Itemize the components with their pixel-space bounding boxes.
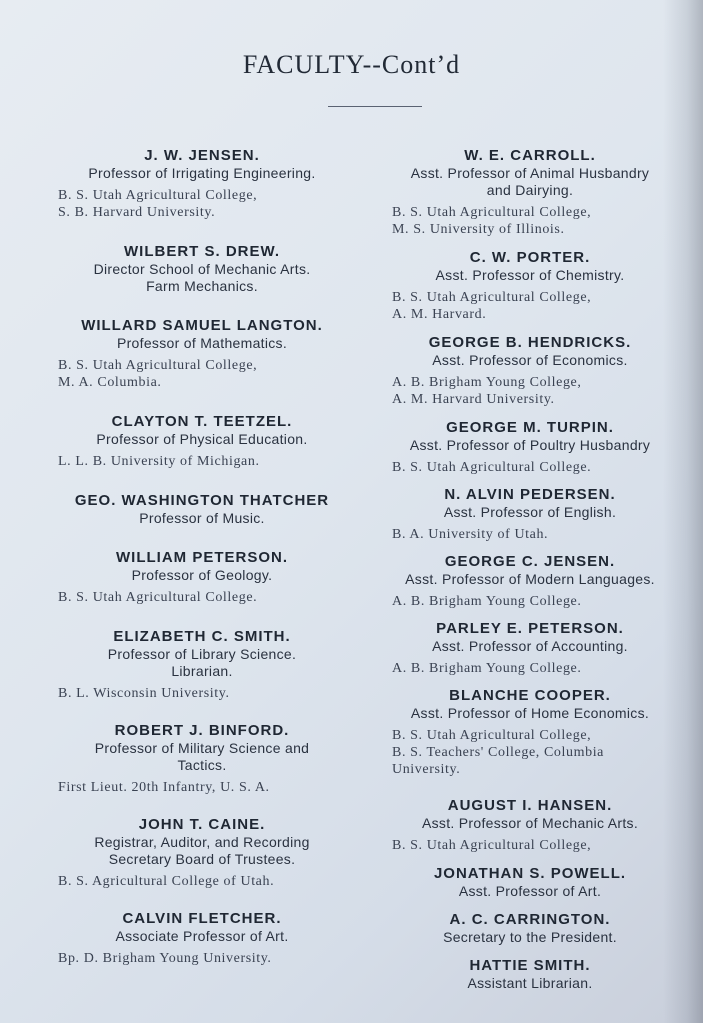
faculty-name: C. W. PORTER. — [469, 249, 591, 266]
faculty-title: Professor of Library Science. — [107, 646, 297, 662]
faculty-title: Professor of Geology. — [131, 567, 273, 583]
faculty-entry-parley-e-peterson — [380, 619, 680, 677]
faculty-name: BLANCHE COOPER. — [449, 687, 611, 704]
faculty-degree: S. B. Harvard University. — [58, 205, 216, 220]
faculty-title: Professor of Irrigating Engineering. — [88, 165, 316, 181]
faculty-title: Asst. Professor of Chemistry. — [435, 267, 625, 283]
faculty-degree: B. S. Utah Agricultural College. — [58, 590, 258, 605]
faculty-name: ROBERT J. BINFORD. — [114, 722, 290, 739]
faculty-name: N. ALVIN PEDERSEN. — [444, 486, 616, 503]
faculty-degree: First Lieut. 20th Infantry, U. S. A. — [58, 780, 270, 795]
faculty-degree: B. S. Utah Agricultural College. — [392, 460, 592, 475]
faculty-entry-george-b-hendricks — [380, 333, 680, 408]
faculty-degree: M. A. Columbia. — [58, 375, 162, 390]
faculty-degree: University. — [392, 762, 461, 777]
faculty-title: Assistant Librarian. — [467, 975, 593, 991]
faculty-name: WILBERT S. DREW. — [124, 243, 280, 260]
faculty-title: Secretary to the President. — [443, 929, 617, 945]
faculty-name: PARLEY E. PETERSON. — [436, 620, 624, 637]
faculty-title: Asst. Professor of Poultry Husbandry — [409, 437, 651, 453]
faculty-title: Asst. Professor of Mechanic Arts. — [421, 815, 639, 831]
faculty-degree: B. S. Teachers' College, Columbia — [392, 745, 604, 760]
faculty-entry-jonathan-s-powell — [380, 864, 680, 900]
faculty-name: GEORGE B. HENDRICKS. — [428, 334, 632, 351]
faculty-title: and Dairying. — [486, 182, 574, 198]
faculty-name: J. W. JENSEN. — [144, 147, 260, 164]
faculty-entry-geo-washington-thatcher — [42, 491, 362, 527]
page-title: FACULTY--Cont’d — [242, 50, 461, 79]
faculty-name: GEORGE C. JENSEN. — [444, 553, 616, 570]
faculty-degree: Bp. D. Brigham Young University. — [58, 951, 272, 966]
faculty-entry-n-alvin-pedersen — [380, 485, 680, 543]
faculty-degree: A. B. Brigham Young College. — [392, 661, 582, 676]
faculty-degree: B. S. Utah Agricultural College, — [392, 728, 592, 743]
faculty-degree: B. A. University of Utah. — [392, 527, 549, 542]
faculty-title: Registrar, Auditor, and Recording — [94, 834, 310, 850]
faculty-entry-george-m-turpin — [380, 418, 680, 476]
left-column — [42, 146, 362, 967]
faculty-degree: L. L. B. University of Michigan. — [58, 454, 260, 469]
faculty-name: A. C. CARRINGTON. — [449, 911, 611, 928]
faculty-entry-john-t-caine — [42, 815, 362, 890]
faculty-degree: B. S. Utah Agricultural College, — [392, 290, 592, 305]
faculty-title: Asst. Professor of Home Economics. — [410, 705, 650, 721]
faculty-degree: B. S. Utah Agricultural College, — [392, 838, 592, 853]
faculty-entry-wilbert-s-drew — [42, 242, 362, 295]
faculty-title: Associate Professor of Art. — [115, 928, 289, 944]
faculty-title: Tactics. — [177, 757, 227, 773]
faculty-entry-william-peterson — [42, 548, 362, 606]
faculty-title: Professor of Music. — [139, 510, 265, 526]
faculty-entry-hattie-smith — [380, 956, 680, 992]
faculty-title: Librarian. — [171, 663, 233, 679]
faculty-entry-blanche-cooper — [380, 686, 680, 778]
faculty-entry-august-i-hansen — [380, 796, 680, 854]
faculty-name: CLAYTON T. TEETZEL. — [111, 413, 293, 430]
faculty-degree: A. B. Brigham Young College. — [392, 594, 582, 609]
faculty-degree: B. S. Utah Agricultural College, — [58, 358, 258, 373]
faculty-entry-j-w-jensen — [42, 146, 362, 221]
faculty-title: Asst. Professor of Economics. — [432, 352, 628, 368]
faculty-degree: A. M. Harvard University. — [392, 392, 555, 407]
faculty-degree: B. S. Utah Agricultural College, — [392, 205, 592, 220]
faculty-title: Farm Mechanics. — [146, 278, 258, 294]
right-column — [380, 146, 680, 992]
faculty-degree: B. S. Agricultural College of Utah. — [58, 874, 275, 889]
faculty-name: JOHN T. CAINE. — [138, 816, 266, 833]
faculty-entry-george-c-jensen — [380, 552, 680, 610]
faculty-title: Professor of Physical Education. — [96, 431, 308, 447]
faculty-name: WILLIAM PETERSON. — [116, 549, 288, 566]
faculty-title: Asst. Professor of Animal Husbandry — [410, 165, 650, 181]
faculty-name: JONATHAN S. POWELL. — [433, 865, 627, 882]
faculty-degree: A. B. Brigham Young College, — [392, 375, 582, 390]
faculty-name: WILLARD SAMUEL LANGTON. — [81, 317, 323, 334]
faculty-degree: A. M. Harvard. — [392, 307, 487, 322]
faculty-title: Asst. Professor of Modern Languages. — [405, 571, 655, 587]
faculty-title: Professor of Military Science and — [94, 740, 310, 756]
faculty-entry-c-w-porter — [380, 248, 680, 323]
faculty-degree: M. S. University of Illinois. — [392, 222, 565, 237]
faculty-name: GEORGE M. TURPIN. — [446, 419, 614, 436]
faculty-entry-willard-samuel-langton — [42, 316, 362, 391]
faculty-name: CALVIN FLETCHER. — [122, 910, 282, 927]
faculty-title: Professor of Mathematics. — [116, 335, 288, 351]
faculty-degree: B. S. Utah Agricultural College, — [58, 188, 258, 203]
faculty-entry-a-c-carrington — [380, 910, 680, 946]
faculty-name: ELIZABETH C. SMITH. — [113, 628, 291, 645]
faculty-name: GEO. WASHINGTON THATCHER — [74, 492, 330, 509]
faculty-name: HATTIE SMITH. — [469, 957, 591, 974]
faculty-entry-elizabeth-c-smith — [42, 627, 362, 702]
faculty-entry-robert-j-binford — [42, 721, 362, 796]
faculty-entry-clayton-t-teetzel — [42, 412, 362, 470]
faculty-title: Secretary Board of Trustees. — [108, 851, 296, 867]
faculty-name: AUGUST I. HANSEN. — [447, 797, 613, 814]
faculty-title: Asst. Professor of Accounting. — [432, 638, 628, 654]
faculty-name: W. E. CARROLL. — [464, 147, 596, 164]
faculty-title: Asst. Professor of English. — [443, 504, 617, 520]
faculty-degree: B. L. Wisconsin University. — [58, 686, 230, 701]
faculty-entry-calvin-fletcher — [42, 909, 362, 967]
faculty-entry-w-e-carroll — [380, 146, 680, 238]
title-divider — [328, 106, 422, 107]
faculty-title: Asst. Professor of Art. — [458, 883, 602, 899]
faculty-title: Director School of Mechanic Arts. — [93, 261, 311, 277]
